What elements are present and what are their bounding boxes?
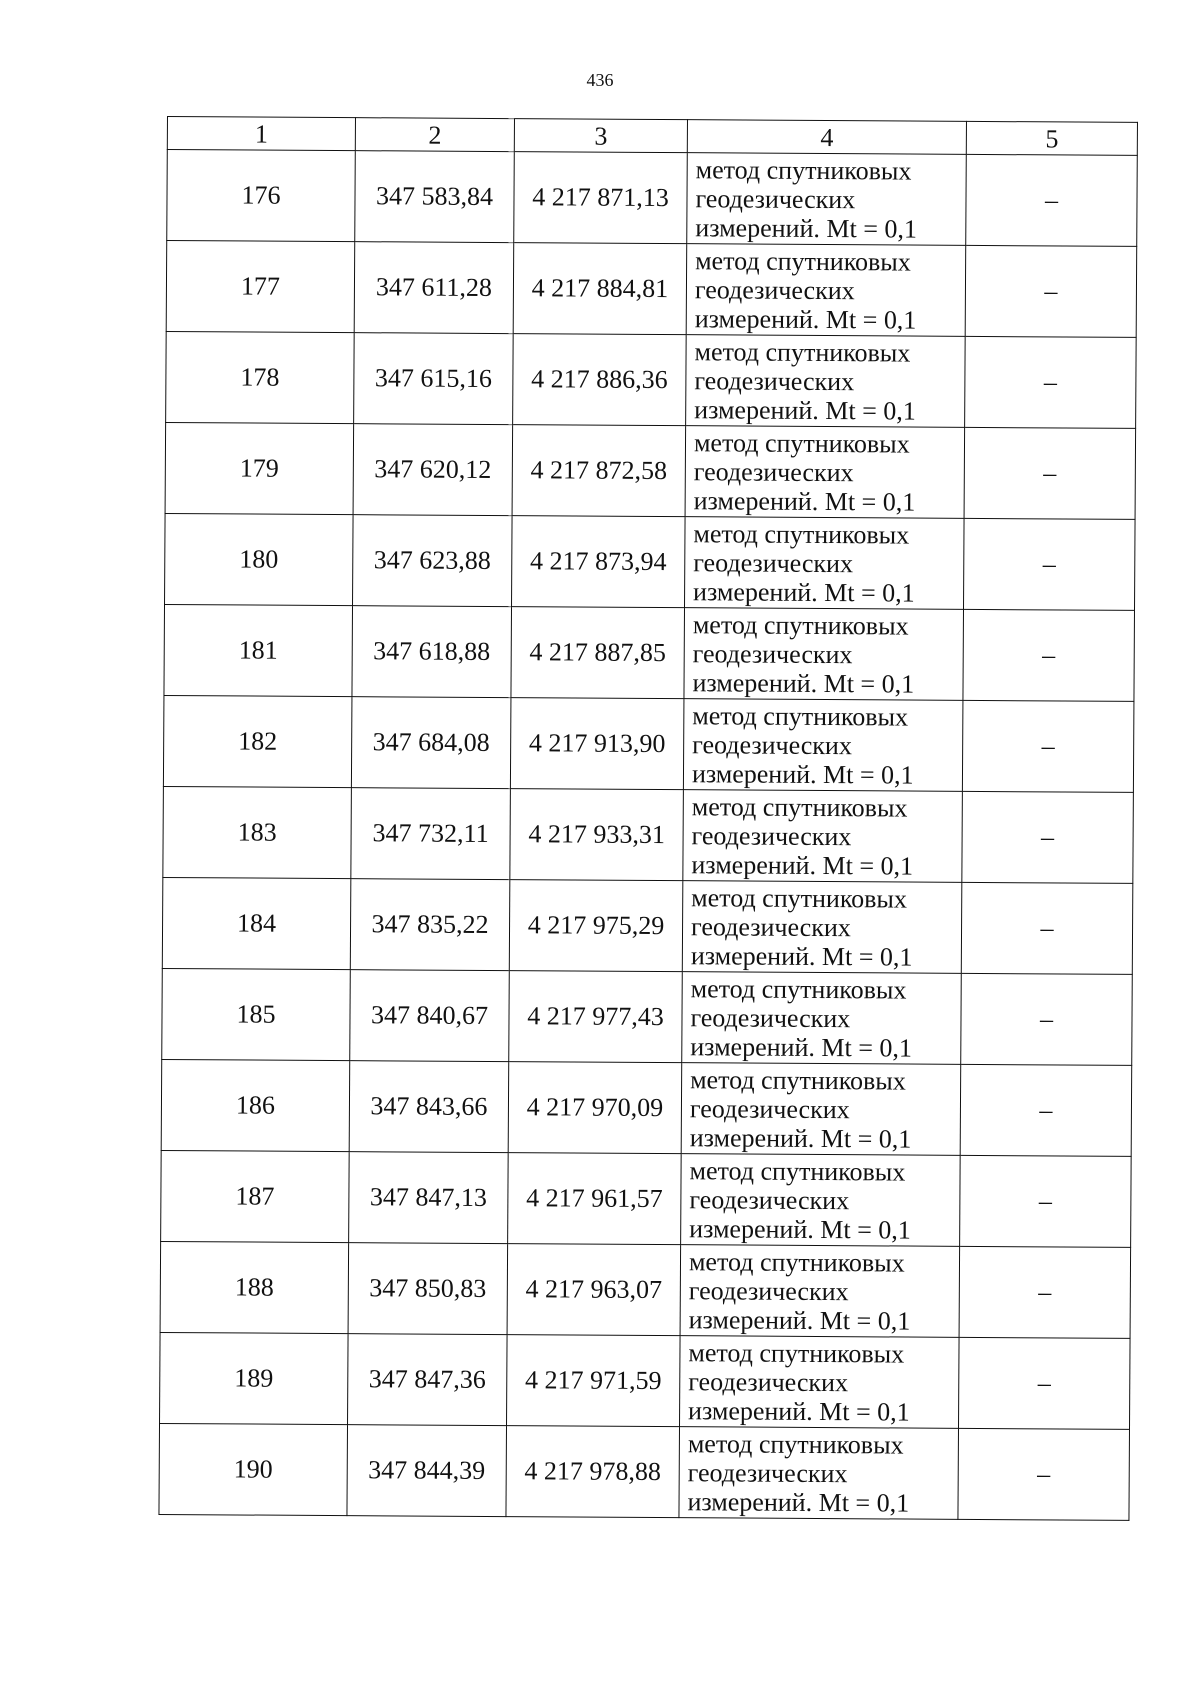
method-line: измерений. Mt = 0,1 bbox=[688, 1395, 910, 1427]
method-line: измерений. Mt = 0,1 bbox=[689, 1213, 911, 1245]
point-number-cell: 176 bbox=[167, 150, 356, 242]
table-row bbox=[165, 513, 1136, 610]
method-cell bbox=[682, 881, 962, 974]
point-number-cell: 177 bbox=[166, 241, 355, 333]
table-row bbox=[162, 968, 1133, 1065]
x-coordinate-cell: 347 620,12 bbox=[353, 424, 513, 516]
y-coordinate-cell: 4 217 886,36 bbox=[513, 334, 687, 426]
y-coordinate-cell: 4 217 887,85 bbox=[511, 607, 685, 699]
column-5-cell: – bbox=[962, 791, 1134, 883]
method-line: метод спутниковых bbox=[689, 1155, 906, 1187]
table-row bbox=[161, 1059, 1132, 1156]
method-line: измерений. Mt = 0,1 bbox=[694, 394, 916, 426]
table-row bbox=[163, 786, 1134, 883]
method-cell bbox=[683, 790, 963, 883]
method-line: метод спутниковых bbox=[690, 973, 907, 1005]
y-coordinate-cell: 4 217 884,81 bbox=[513, 243, 687, 335]
y-coordinate-cell: 4 217 872,58 bbox=[512, 425, 686, 517]
table-row bbox=[160, 1332, 1131, 1429]
method-line: измерений. Mt = 0,1 bbox=[694, 303, 917, 335]
header-cell-5: 5 bbox=[966, 121, 1137, 155]
point-number-cell: 185 bbox=[162, 968, 351, 1060]
method-line: измерений. Mt = 0,1 bbox=[689, 1122, 912, 1154]
table-row bbox=[167, 150, 1138, 247]
table-row bbox=[164, 604, 1135, 701]
header-cell-3: 3 bbox=[514, 119, 687, 153]
point-number-cell: 184 bbox=[162, 877, 351, 969]
column-5-cell: – bbox=[965, 336, 1137, 428]
point-number-cell: 189 bbox=[160, 1332, 349, 1424]
y-coordinate-cell: 4 217 913,90 bbox=[510, 698, 684, 790]
header-cell-1: 1 bbox=[167, 117, 355, 151]
method-line: геодезических bbox=[693, 547, 854, 578]
method-cell bbox=[686, 335, 966, 428]
x-coordinate-cell: 347 835,22 bbox=[350, 879, 510, 971]
x-coordinate-cell: 347 732,11 bbox=[351, 788, 511, 880]
method-cell bbox=[684, 608, 964, 701]
table-row bbox=[163, 695, 1134, 792]
column-5-cell: – bbox=[963, 609, 1135, 701]
x-coordinate-cell: 347 847,36 bbox=[348, 1334, 508, 1426]
table-row bbox=[162, 877, 1133, 974]
method-line: геодезических bbox=[688, 1366, 849, 1397]
method-line: измерений. Mt = 0,1 bbox=[688, 1304, 911, 1336]
method-cell bbox=[687, 153, 967, 246]
header-cell-2: 2 bbox=[355, 118, 514, 152]
y-coordinate-cell: 4 217 871,13 bbox=[514, 152, 688, 244]
x-coordinate-cell: 347 850,83 bbox=[348, 1243, 508, 1335]
method-line: геодезических bbox=[689, 1093, 850, 1124]
point-number-cell: 181 bbox=[164, 604, 353, 696]
x-coordinate-cell: 347 847,13 bbox=[349, 1152, 509, 1244]
method-cell bbox=[685, 426, 965, 519]
method-line: измерений. Mt = 0,1 bbox=[690, 1031, 913, 1063]
point-number-cell: 178 bbox=[166, 331, 355, 423]
method-line: метод спутниковых bbox=[690, 1064, 906, 1096]
method-cell bbox=[683, 699, 963, 792]
method-cell bbox=[680, 1336, 960, 1429]
point-number-cell: 179 bbox=[165, 422, 354, 514]
y-coordinate-cell: 4 217 977,43 bbox=[509, 971, 683, 1063]
method-line: измерений. Mt = 0,1 bbox=[692, 667, 915, 699]
method-cell bbox=[680, 1245, 960, 1338]
y-coordinate-cell: 4 217 961,57 bbox=[508, 1153, 682, 1245]
y-coordinate-cell: 4 217 873,94 bbox=[512, 516, 686, 608]
column-5-cell: – bbox=[961, 973, 1133, 1065]
column-5-cell: – bbox=[958, 1428, 1130, 1520]
table-row bbox=[166, 241, 1137, 338]
table-body bbox=[159, 150, 1137, 1521]
method-line: измерений. Mt = 0,1 bbox=[693, 576, 915, 608]
x-coordinate-cell: 347 611,28 bbox=[354, 242, 514, 334]
method-cell bbox=[686, 244, 966, 337]
point-number-cell: 183 bbox=[163, 786, 352, 878]
method-cell bbox=[681, 1154, 961, 1247]
column-5-cell: – bbox=[959, 1246, 1131, 1338]
method-line: метод спутниковых bbox=[693, 518, 910, 550]
column-5-cell: – bbox=[960, 1155, 1132, 1247]
column-5-cell: – bbox=[958, 1337, 1130, 1429]
y-coordinate-cell: 4 217 933,31 bbox=[510, 789, 684, 881]
method-line: метод спутниковых bbox=[694, 336, 911, 368]
method-line: измерений. Mt = 0,1 bbox=[695, 212, 918, 244]
x-coordinate-cell: 347 684,08 bbox=[351, 697, 511, 789]
method-line: метод спутниковых bbox=[691, 882, 908, 914]
header-cell-4: 4 bbox=[687, 120, 966, 155]
method-cell bbox=[681, 1063, 961, 1156]
table-row bbox=[165, 422, 1136, 519]
column-5-cell: – bbox=[966, 154, 1138, 246]
x-coordinate-cell: 347 844,39 bbox=[347, 1425, 507, 1517]
x-coordinate-cell: 347 843,66 bbox=[349, 1061, 509, 1153]
method-cell bbox=[679, 1427, 959, 1520]
point-number-cell: 186 bbox=[161, 1059, 350, 1151]
point-number-cell: 180 bbox=[165, 513, 354, 605]
method-line: измерений. Mt = 0,1 bbox=[687, 1486, 910, 1518]
method-line: измерений. Mt = 0,1 bbox=[690, 940, 913, 972]
x-coordinate-cell: 347 583,84 bbox=[355, 151, 515, 243]
method-line: геодезических bbox=[692, 638, 853, 669]
x-coordinate-cell: 347 615,16 bbox=[354, 333, 514, 425]
method-line: геодезических bbox=[688, 1275, 849, 1306]
column-5-cell: – bbox=[961, 882, 1133, 974]
column-5-cell: – bbox=[965, 245, 1137, 337]
method-line: метод спутниковых bbox=[688, 1337, 905, 1369]
method-line: геодезических bbox=[692, 729, 852, 760]
method-line: метод спутниковых bbox=[692, 609, 909, 641]
column-5-cell: – bbox=[964, 427, 1136, 519]
method-line: геодезических bbox=[691, 820, 852, 851]
method-line: геодезических bbox=[694, 365, 855, 396]
method-line: геодезических bbox=[695, 183, 856, 214]
method-line: измерений. Mt = 0,1 bbox=[691, 758, 914, 790]
point-number-cell: 182 bbox=[163, 695, 352, 787]
table-row bbox=[160, 1241, 1131, 1338]
point-number-cell: 187 bbox=[161, 1150, 350, 1242]
coordinates-table-container bbox=[158, 116, 1137, 1521]
method-line: метод спутниковых bbox=[695, 245, 911, 277]
method-line: геодезических bbox=[690, 1002, 851, 1033]
page-number: 436 bbox=[586, 70, 614, 90]
method-line: метод спутниковых bbox=[687, 1428, 904, 1460]
method-line: геодезических bbox=[689, 1184, 850, 1215]
column-5-cell: – bbox=[960, 1064, 1132, 1156]
method-line: метод спутниковых bbox=[691, 791, 908, 823]
method-line: метод спутниковых bbox=[688, 1246, 905, 1278]
method-cell bbox=[682, 972, 962, 1065]
method-line: метод спутниковых bbox=[695, 154, 912, 186]
table-row bbox=[161, 1150, 1132, 1247]
method-line: геодезических bbox=[693, 456, 854, 487]
point-number-cell: 190 bbox=[159, 1423, 348, 1515]
y-coordinate-cell: 4 217 978,88 bbox=[506, 1426, 680, 1518]
method-line: измерений. Mt = 0,1 bbox=[691, 849, 914, 881]
y-coordinate-cell: 4 217 975,29 bbox=[509, 880, 683, 972]
method-line: геодезических bbox=[687, 1457, 848, 1488]
method-line: геодезических bbox=[690, 911, 851, 942]
column-5-cell: – bbox=[962, 700, 1134, 792]
method-line: измерений. Mt = 0,1 bbox=[693, 485, 916, 517]
y-coordinate-cell: 4 217 963,07 bbox=[507, 1244, 681, 1336]
method-cell bbox=[685, 517, 965, 610]
method-line: геодезических bbox=[694, 274, 855, 305]
x-coordinate-cell: 347 618,88 bbox=[352, 606, 512, 698]
table-row bbox=[166, 331, 1137, 428]
y-coordinate-cell: 4 217 971,59 bbox=[507, 1335, 681, 1427]
x-coordinate-cell: 347 840,67 bbox=[350, 970, 510, 1062]
table-row bbox=[159, 1423, 1130, 1520]
method-line: метод спутниковых bbox=[692, 700, 909, 732]
method-line: метод спутниковых bbox=[693, 427, 910, 459]
coordinates-table bbox=[158, 116, 1138, 1521]
point-number-cell: 188 bbox=[160, 1241, 349, 1333]
x-coordinate-cell: 347 623,88 bbox=[353, 515, 513, 607]
column-5-cell: – bbox=[964, 518, 1136, 610]
y-coordinate-cell: 4 217 970,09 bbox=[508, 1062, 682, 1154]
